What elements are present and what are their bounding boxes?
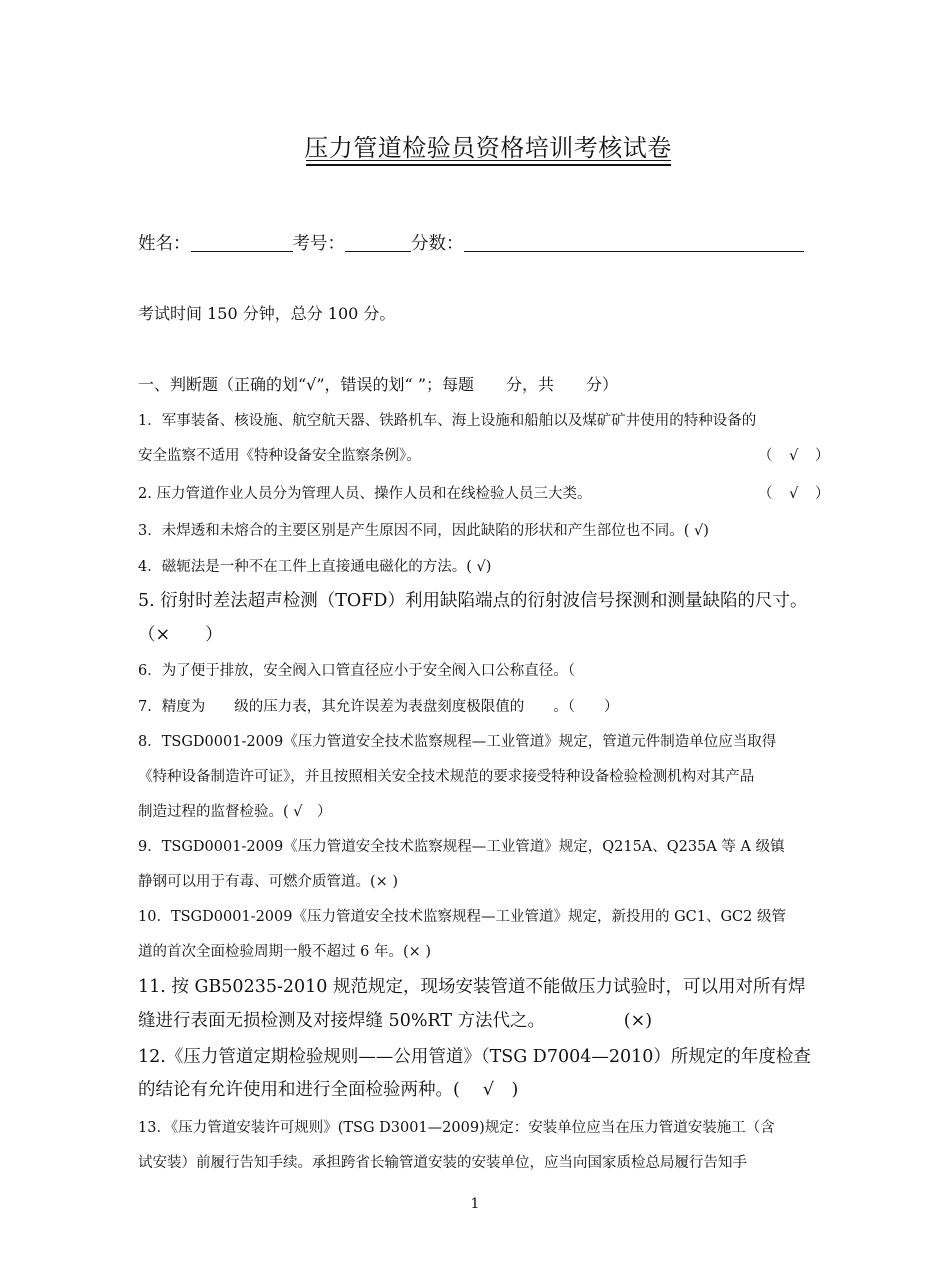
candidate-info-row: [138, 230, 804, 255]
name-field[interactable]: [191, 233, 293, 252]
question-10-line-1: 10．TSGD0001-2009《压力管道安全技术监察规程—工业管道》规定，新投用的 GC1、GC2 级管: [138, 909, 786, 925]
exam-id-field[interactable]: [345, 233, 411, 252]
exam-title: 压力管道检验员资格培训考核试卷: [304, 134, 672, 162]
page-number: 1: [470, 1196, 480, 1212]
question-8-line-1: 8．TSGD0001-2009《压力管道安全技术监察规程—工业管道》规定，管道元件制造单位应当取得: [138, 734, 777, 750]
score-label: 分数：: [411, 234, 464, 254]
question-1-line-2: 安全监察不适用《特种设备安全监察条例》。: [138, 448, 421, 464]
exam-id-label: 考号：: [292, 234, 345, 254]
question-5-line-2: （× ）: [138, 625, 223, 645]
question-11-line-1: 11. 按 GB50235-2010 规范规定，现场安装管道不能做压力试验时，可以用对所有焊: [138, 977, 806, 997]
question-8-line-3: 制造过程的监督检验。( √ ）: [138, 804, 332, 820]
name-label: 姓名：: [138, 234, 191, 254]
question-6: 6．为了便于排放，安全阀入口管直径应小于安全阀入口公称直径。（: [138, 663, 575, 679]
question-8-line-2: 《特种设备制造许可证》，并且按照相关安全技术规范的要求接受特种设备检验检测机构对其产品: [138, 769, 755, 785]
title-underline: [306, 160, 671, 161]
question-13-line-1: 13．《压力管道安装许可规则》(TSG D3001—2009)规定：安装单位应当在压力管道安装施工（含: [138, 1120, 775, 1136]
question-2: 2. 压力管道作业人员分为管理人员、操作人员和在线检验人员三大类。: [138, 486, 592, 502]
question-9-line-2: 静钢可以用于有毒、可燃介质管道。(× ): [138, 874, 399, 890]
question-2-answer: （ √ ）: [758, 486, 836, 502]
question-10-line-2: 道的首次全面检验周期一般不超过 6 年。(× ): [138, 944, 432, 960]
question-9-line-1: 9．TSGD0001-2009《压力管道安全技术监察规程—工业管道》规定，Q215A、Q235A 等 A 级镇: [138, 839, 785, 855]
question-1-answer: （ √ ）: [758, 448, 836, 464]
question-12-line-2: 的结论有允许使用和进行全面检验两种。( √ ): [138, 1080, 519, 1100]
question-5-line-1: 5. 衍射时差法超声检测（TOFD）利用缺陷端点的衍射波信号探测和测量缺陷的尺寸。: [138, 591, 808, 611]
question-7: 7．精度为 级的压力表，其允许误差为表盘刻度极限值的 。（ ）: [138, 699, 619, 715]
question-1-line-1: 1．军事装备、核设施、航空航天器、铁路机车、海上设施和船舶以及煤矿矿井使用的特种设备的: [138, 413, 757, 429]
question-12-line-1: 12.《压力管道定期检验规则——公用管道》（TSG D7004—2010）所规定的年度检查: [138, 1047, 811, 1067]
question-11-line-2: 缝进行表面无损检测及对接焊缝 50%RT 方法代之。 (×): [138, 1011, 653, 1031]
question-4: 4．磁轭法是一种不在工件上直接通电磁化的方法。( √): [138, 559, 492, 575]
question-13-line-2: 试安装）前履行告知手续。承担跨省长输管道安装的安装单位，应当向国家质检总局履行告知手: [138, 1155, 747, 1171]
title-double-underline: [306, 164, 671, 166]
section-heading: 一、判断题（正确的划“√”，错误的划“ ”；每题 分，共 分）: [138, 375, 619, 394]
exam-info: 考试时间 150 分钟，总分 100 分。: [138, 304, 396, 323]
question-3: 3．未焊透和未熔合的主要区别是产生原因不同，因此缺陷的形状和产生部位也不同。( √): [138, 523, 709, 539]
score-field[interactable]: [464, 233, 804, 252]
